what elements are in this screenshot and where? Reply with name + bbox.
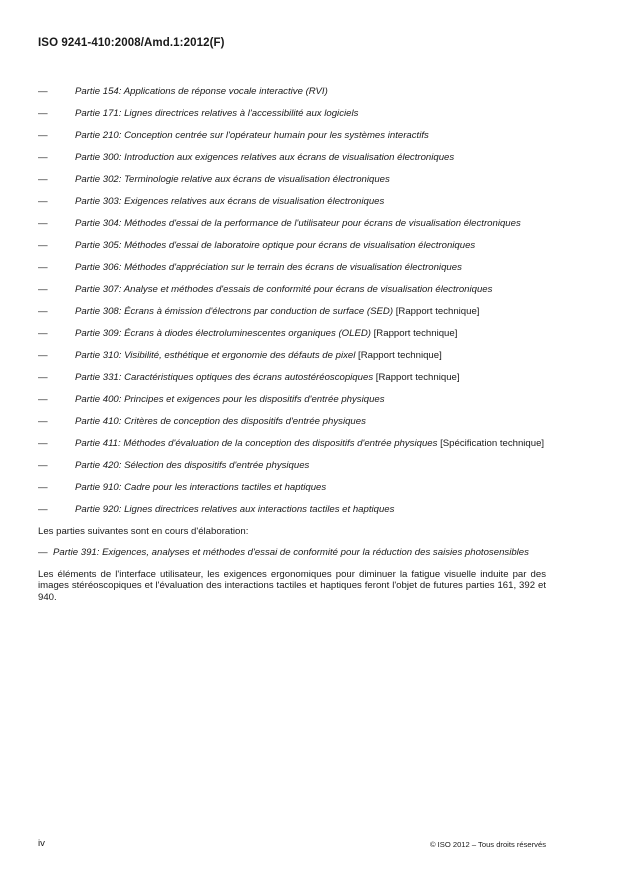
part-title: Partie 309: Écrans à diodes électroluminescentes organiques (OLED)	[75, 327, 371, 339]
list-item	[38, 130, 546, 142]
parts-list	[38, 86, 546, 604]
list-item	[38, 372, 546, 384]
part-note: [Rapport technique]	[375, 371, 460, 383]
list-item	[38, 108, 546, 120]
page-number: iv	[38, 838, 45, 849]
dash: —	[38, 129, 48, 141]
list-item	[38, 504, 546, 516]
dash: —	[38, 195, 48, 207]
dash: —	[38, 107, 48, 119]
dash: —	[38, 173, 48, 185]
part-note: [Rapport technique]	[395, 305, 480, 317]
part-title: Partie 310: Visibilité, esthétique et ergonomie des défauts de pixel	[75, 349, 356, 361]
part-title: Partie 307: Analyse et méthodes d'essais de conformité pour écrans de visualisation électroniques	[75, 283, 493, 295]
dash: —	[38, 371, 48, 383]
list-item	[38, 328, 546, 340]
dash: —	[38, 151, 48, 163]
dash: —	[38, 547, 48, 559]
dash: —	[38, 481, 48, 493]
part-title: Partie 302: Terminologie relative aux écrans de visualisation électroniques	[75, 173, 390, 185]
dash: —	[38, 459, 48, 471]
dash: —	[38, 327, 48, 339]
part-title: Partie 300: Introduction aux exigences relatives aux écrans de visualisation électroniques	[75, 151, 455, 163]
document-header: ISO 9241-410:2008/Amd.1:2012(F)	[38, 37, 225, 49]
dash: —	[38, 239, 48, 251]
part-title: Partie 303: Exigences relatives aux écrans de visualisation électroniques	[75, 195, 385, 207]
list-item	[38, 482, 546, 494]
part-title: Partie 210: Conception centrée sur l'opérateur humain pour les systèmes interactifs	[75, 129, 429, 141]
closing-paragraph: Les éléments de l'interface utilisateur, les exigences ergonomiques pour diminuer la fatigue visuelle induite par des images stéréoscopiques et l'évaluation des interactions tactiles et haptiques feront l'objet de futures parties 161, 392 et 940.	[38, 568, 546, 604]
dash: —	[38, 217, 48, 229]
part-title: Partie 171: Lignes directrices relatives à l'accessibilité aux logiciels	[75, 107, 359, 119]
list-item	[38, 284, 546, 296]
part-title: Partie 920: Lignes directrices relatives aux interactions tactiles et haptiques	[75, 503, 395, 515]
list-item	[38, 196, 546, 208]
part-title: Partie 910: Cadre pour les interactions tactiles et haptiques	[75, 481, 327, 493]
part-title: Partie 308: Écrans à émission d'électrons par conduction de surface (SED)	[75, 305, 394, 317]
dash: —	[38, 86, 48, 97]
part-note: [Rapport technique]	[358, 349, 442, 361]
dash: —	[38, 437, 48, 449]
dash: —	[38, 261, 48, 273]
in-preparation-intro: Les parties suivantes sont en cours d'élaboration:	[38, 525, 249, 537]
list-item	[38, 174, 546, 186]
list-item	[38, 86, 546, 98]
dash: —	[38, 305, 48, 317]
part-note: [Rapport technique]	[373, 327, 458, 339]
dash: —	[38, 503, 48, 515]
part-title: Partie 391: Exigences, analyses et méthodes d'essai de conformité pour la réduction des saisies photosensibles	[53, 547, 529, 559]
part-title: Partie 304: Méthodes d'essai de la performance de l'utilisateur pour écrans de visualisation électroniques	[75, 217, 521, 229]
dash: —	[38, 393, 48, 405]
list-item	[38, 262, 546, 274]
list-item	[38, 438, 546, 450]
list-item	[38, 218, 546, 230]
copyright-notice: © ISO 2012 – Tous droits réservés	[429, 840, 546, 849]
list-item	[38, 350, 546, 362]
part-title: Partie 411: Méthodes d'évaluation de la conception des dispositifs d'entrée physiques	[75, 437, 438, 449]
list-item	[38, 416, 546, 428]
part-title: Partie 305: Méthodes d'essai de laboratoire optique pour écrans de visualisation électroniques	[75, 239, 476, 251]
part-title: Partie 154: Applications de réponse vocale interactive (RVI)	[75, 86, 328, 97]
dash: —	[38, 349, 48, 361]
part-title: Partie 420: Sélection des dispositifs d'entrée physiques	[75, 459, 310, 471]
list-item	[38, 547, 546, 559]
part-note: [Spécification technique]	[440, 437, 545, 449]
list-item	[38, 460, 546, 472]
list-item	[38, 394, 546, 406]
list-item	[38, 240, 546, 252]
part-title: Partie 400: Principes et exigences pour les dispositifs d'entrée physiques	[75, 393, 385, 405]
part-title: Partie 331: Caractéristiques optiques des écrans autostéréoscopiques	[75, 371, 374, 383]
part-title: Partie 410: Critères de conception des dispositifs d'entrée physiques	[75, 415, 366, 427]
list-item	[38, 306, 546, 318]
dash: —	[38, 415, 48, 427]
dash: —	[38, 283, 48, 295]
list-item	[38, 152, 546, 164]
part-title: Partie 306: Méthodes d'appréciation sur le terrain des écrans de visualisation électroniques	[75, 261, 462, 273]
